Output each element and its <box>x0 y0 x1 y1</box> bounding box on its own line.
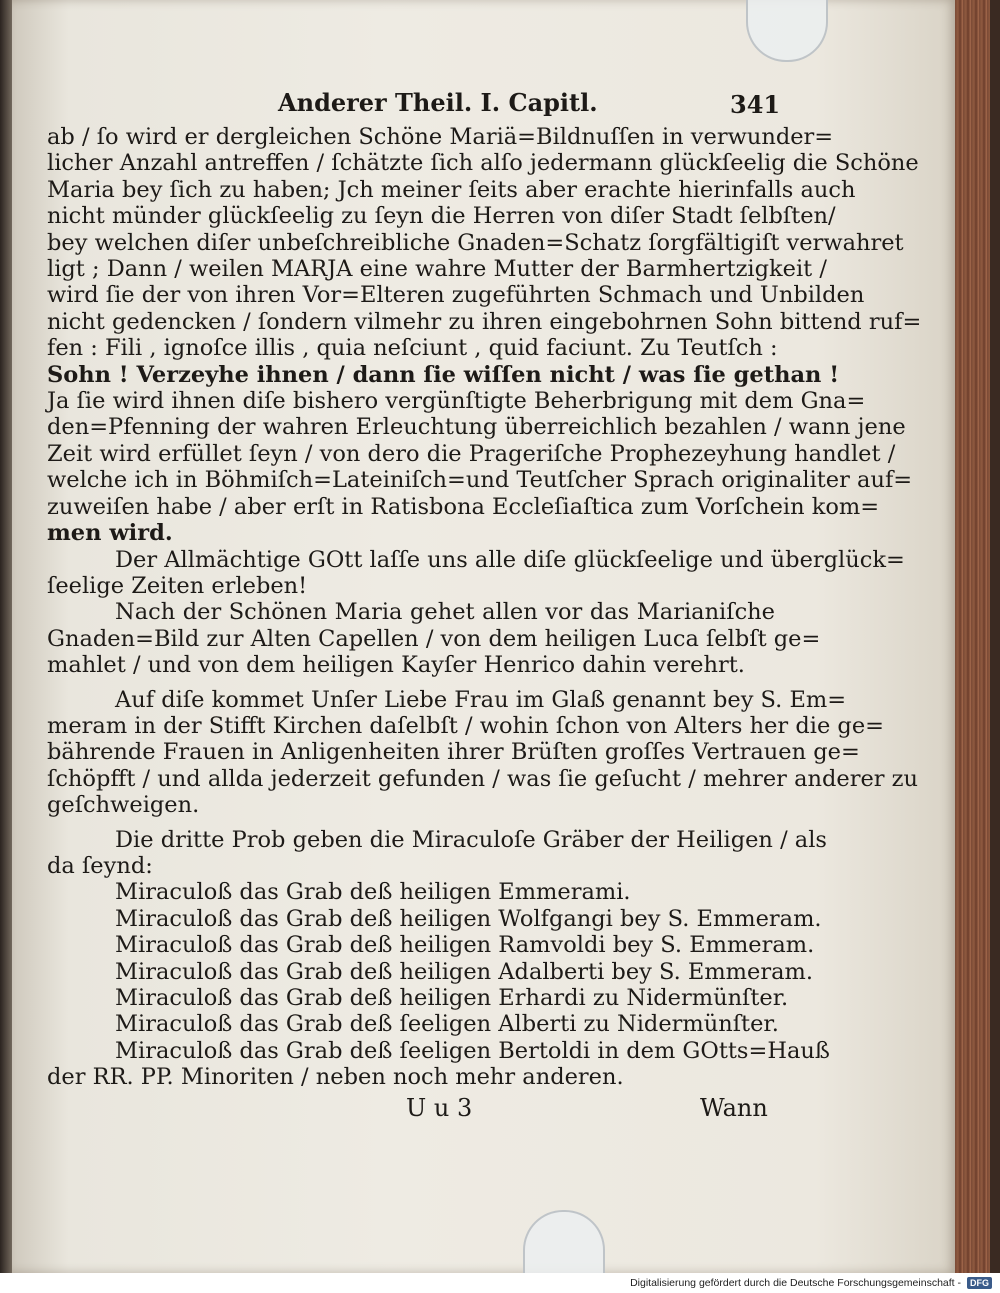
text-line: Nach der Schönen Maria gehet allen vor das Marianiſche <box>115 599 775 626</box>
text-line: welche ich in Böhmiſch=Lateiniſch=und Teutſcher Sprach originaliter auf= <box>47 467 913 494</box>
text-line: Auf diſe kommet Unſer Liebe Frau im Glaß genannt bey S. Em= <box>115 686 847 713</box>
text-line: Zeit wird erfüllet ſeyn / von dero die Prageriſche Prophezeyhung handlet / <box>47 440 896 467</box>
page-number: 341 <box>730 90 781 119</box>
text-line: Maria bey ſich zu haben; Jch meiner ſeits aber erachte hierinfalls auch <box>47 176 856 203</box>
text-line: ab / ſo wird er dergleichen Schöne Mariä=Bildnuſſen in verwunder= <box>47 124 834 150</box>
page-text <box>47 124 922 1091</box>
text-line: nicht münder glückſeelig zu ſeyn die Herren von diſer Stadt ſelbſten/ <box>47 203 836 230</box>
paragraph-gap <box>47 819 775 827</box>
text-line: ligt ; Dann / weilen MARJA eine wahre Mutter der Barmhertzigkeit / <box>47 256 827 283</box>
running-title: Anderer Theil. I. Capitl. <box>278 88 598 117</box>
text-line: Der Allmächtige GOtt laſſe uns alle diſe glückſeelige und überglück= <box>115 546 905 573</box>
text-line: ſeelige Zeiten erleben! <box>47 572 308 599</box>
text-line: Sohn ! Verzeyhe ihnen / dann ſie wiſſen nicht / was ſie gethan ! <box>47 361 840 388</box>
paragraph-gap <box>47 679 775 687</box>
text-line: mahlet / und von dem heiligen Kayſer Henrico dahin verehrt. <box>47 652 745 679</box>
catchword: Wann <box>700 1094 768 1122</box>
text-line: wird ſie der von ihren Vor=Elteren zugeführten Schmach und Unbilden <box>47 282 865 309</box>
text-line: men wird. <box>47 520 173 547</box>
list-item: Miraculoß das Grab deß ſeeligen Bertoldi in dem GOtts=Hauß <box>115 1037 830 1064</box>
book-edge <box>955 0 1000 1273</box>
text-line: Ja ſie wird ihnen diſe bishero vergünſtigte Beherbrigung mit dem Gna= <box>47 388 866 415</box>
text-line: Gnaden=Bild zur Alten Capellen / von dem heiligen Luca ſelbſt ge= <box>47 625 821 652</box>
text-line: den=Pfenning der wahren Erleuchtung überreichlich bezahlen / wann jene <box>47 414 906 441</box>
list-item: Miraculoß das Grab deß heiligen Ramvoldi bey S. Emmeram. <box>115 932 815 959</box>
list-tail: der RR. PP. Minoriten / neben noch mehr anderen. <box>47 1064 624 1091</box>
text-line: bey welchen diſer unbeſchreibliche Gnaden=Schatz ſorgfältigiſt verwahret <box>47 229 904 256</box>
text-line: zuweiſen habe / aber erſt in Ratisbona Eccleſiaſtica zum Vorſchein kom= <box>47 493 880 520</box>
text-line: licher Anzahl antreffen / ſchätzte ſich alſo jedermann glückſeelig die Schöne <box>47 150 919 177</box>
text-line: ſchöpfft / und allda jederzeit gefunden / was ſie geſucht / mehrer anderer zu <box>47 765 919 792</box>
list-item: Miraculoß das Grab deß heiligen Erhardi zu Nidermünſter. <box>115 985 789 1011</box>
text-line: geſchweigen. <box>47 792 200 819</box>
text-line: da ſeynd: <box>47 852 153 879</box>
text-line: bährende Frauen in Anligenheiten ihrer Brüſten groſſes Vertrauen ge= <box>47 739 860 766</box>
list-item: Miraculoß das Grab deß heiligen Emmerami. <box>115 879 631 906</box>
signature-mark: U u 3 <box>406 1094 473 1122</box>
list-item: Miraculoß das Grab deß ſeeligen Alberti zu Nidermünſter. <box>115 1011 779 1038</box>
dfg-banner <box>0 1273 1000 1293</box>
list-item: Miraculoß das Grab deß heiligen Wolfgangi bey S. Emmeram. <box>115 905 822 932</box>
text-line: fen : Fili , ignoſce illis , quia neſciunt , quid faciunt. Zu Teutſch : <box>47 335 778 362</box>
text-line: Die dritte Prob geben die Miraculoſe Gräber der Heiligen / als <box>115 826 827 853</box>
dfg-logo: DFG <box>967 1277 992 1289</box>
text-line: nicht gedencken / ſondern vilmehr zu ihren eingebohrnen Sohn bittend ruf= <box>47 308 922 335</box>
text-line: meram in der Stifft Kirchen daſelbſt / wohin ſchon von Alters her die ge= <box>47 712 884 739</box>
list-item: Miraculoß das Grab deß heiligen Adalberti bey S. Emmeram. <box>115 958 813 985</box>
dfg-banner-text: Digitalisierung gefördert durch die Deutsche Forschungsgemeinschaft - <box>630 1277 961 1289</box>
